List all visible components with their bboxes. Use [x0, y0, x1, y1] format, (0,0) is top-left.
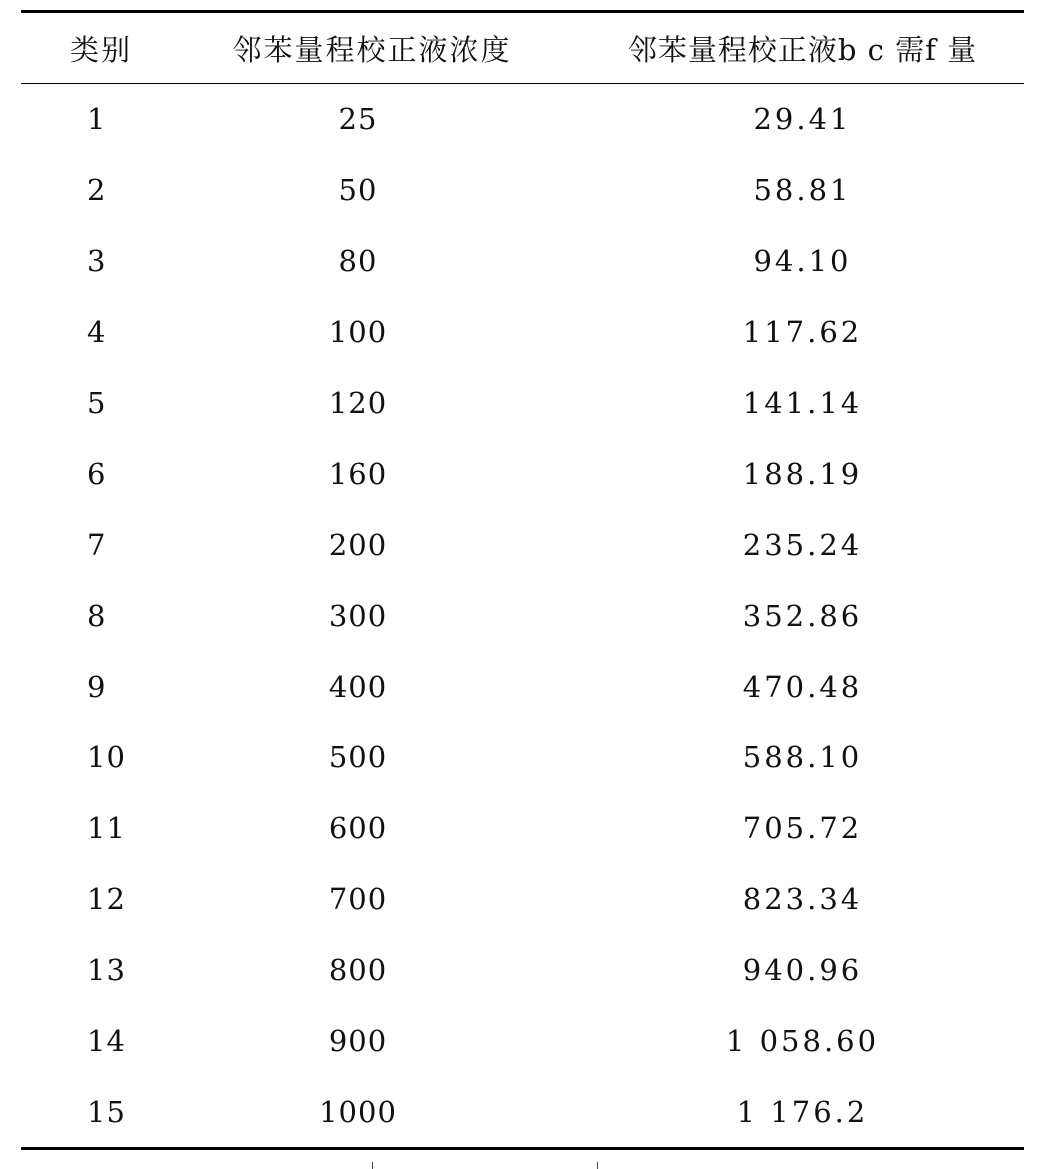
cell-amount: 352.86	[742, 598, 863, 633]
cell-concentration: 200	[328, 527, 388, 562]
cell-category: 6	[87, 456, 107, 491]
cell-category: 3	[87, 244, 107, 279]
table-row	[21, 226, 1024, 297]
cell-amount: 235.24	[742, 527, 863, 562]
crop-mark-left	[372, 1162, 373, 1169]
cell-amount: 588.10	[742, 740, 863, 775]
table-row	[21, 651, 1024, 722]
cell-concentration: 160	[328, 456, 388, 491]
cell-category: 1	[87, 102, 107, 137]
cell-category: 12	[87, 882, 126, 917]
header-concentration: 邻苯量程校正液浓度	[232, 32, 512, 67]
cell-concentration: 25	[338, 102, 378, 137]
table-row	[21, 438, 1024, 509]
table-row	[21, 1076, 1024, 1147]
table-row	[21, 297, 1024, 368]
cell-category: 14	[87, 1024, 126, 1059]
table-row	[21, 509, 1024, 580]
cell-amount: 58.81	[753, 173, 852, 208]
cell-amount: 705.72	[742, 811, 863, 846]
cell-concentration: 120	[328, 386, 388, 420]
cell-category: 13	[87, 953, 126, 988]
crop-mark-right	[597, 1162, 598, 1169]
cell-amount: 29.41	[753, 102, 852, 137]
header-row	[21, 13, 1024, 83]
calibration-table	[21, 10, 1024, 1150]
cell-category: 7	[87, 527, 107, 562]
cell-amount: 1 058.60	[725, 1024, 880, 1059]
table-row	[21, 580, 1024, 651]
header-category: 类别	[70, 32, 133, 67]
table-bottom-rule	[21, 1147, 1024, 1150]
table-row	[21, 864, 1024, 935]
table-row	[21, 793, 1024, 864]
cell-amount: 940.96	[742, 953, 863, 988]
table-row	[21, 368, 1024, 439]
cell-category: 2	[87, 173, 107, 208]
cell-category: 10	[87, 740, 126, 775]
cell-concentration: 80	[338, 244, 378, 279]
data-table	[21, 13, 1024, 83]
cell-amount: 117.62	[742, 315, 863, 350]
cell-category: 5	[87, 386, 107, 420]
cell-concentration: 800	[328, 953, 388, 988]
data-table-body	[21, 84, 1024, 1147]
cell-category: 15	[87, 1094, 126, 1129]
table-row	[21, 84, 1024, 155]
table-body	[21, 84, 1024, 1147]
cell-amount: 94.10	[753, 244, 852, 279]
cell-concentration: 600	[328, 811, 388, 846]
cell-concentration: 900	[328, 1024, 388, 1059]
table-header	[21, 13, 1024, 83]
cell-category: 11	[87, 811, 126, 846]
cell-amount: 188.19	[742, 456, 863, 491]
cell-concentration: 100	[328, 315, 388, 350]
header-amount: 邻苯量程校正液b c 需f 量	[627, 32, 978, 67]
cell-concentration: 400	[328, 669, 388, 704]
table-row	[21, 155, 1024, 226]
table-row	[21, 935, 1024, 1006]
cell-concentration: 1000	[319, 1094, 397, 1129]
cell-concentration: 500	[328, 740, 388, 775]
cell-amount: 1 176.2	[736, 1094, 869, 1129]
cell-amount: 470.48	[742, 669, 863, 704]
cell-concentration: 700	[328, 882, 388, 917]
table-row	[21, 1006, 1024, 1077]
cell-category: 4	[87, 315, 107, 350]
cell-amount: 141.14	[742, 386, 863, 420]
cell-concentration: 300	[328, 598, 388, 633]
cell-category: 8	[87, 598, 107, 633]
cell-amount: 823.34	[742, 882, 863, 917]
table-row	[21, 722, 1024, 793]
cell-category: 9	[87, 669, 107, 704]
cell-concentration: 50	[338, 173, 378, 208]
